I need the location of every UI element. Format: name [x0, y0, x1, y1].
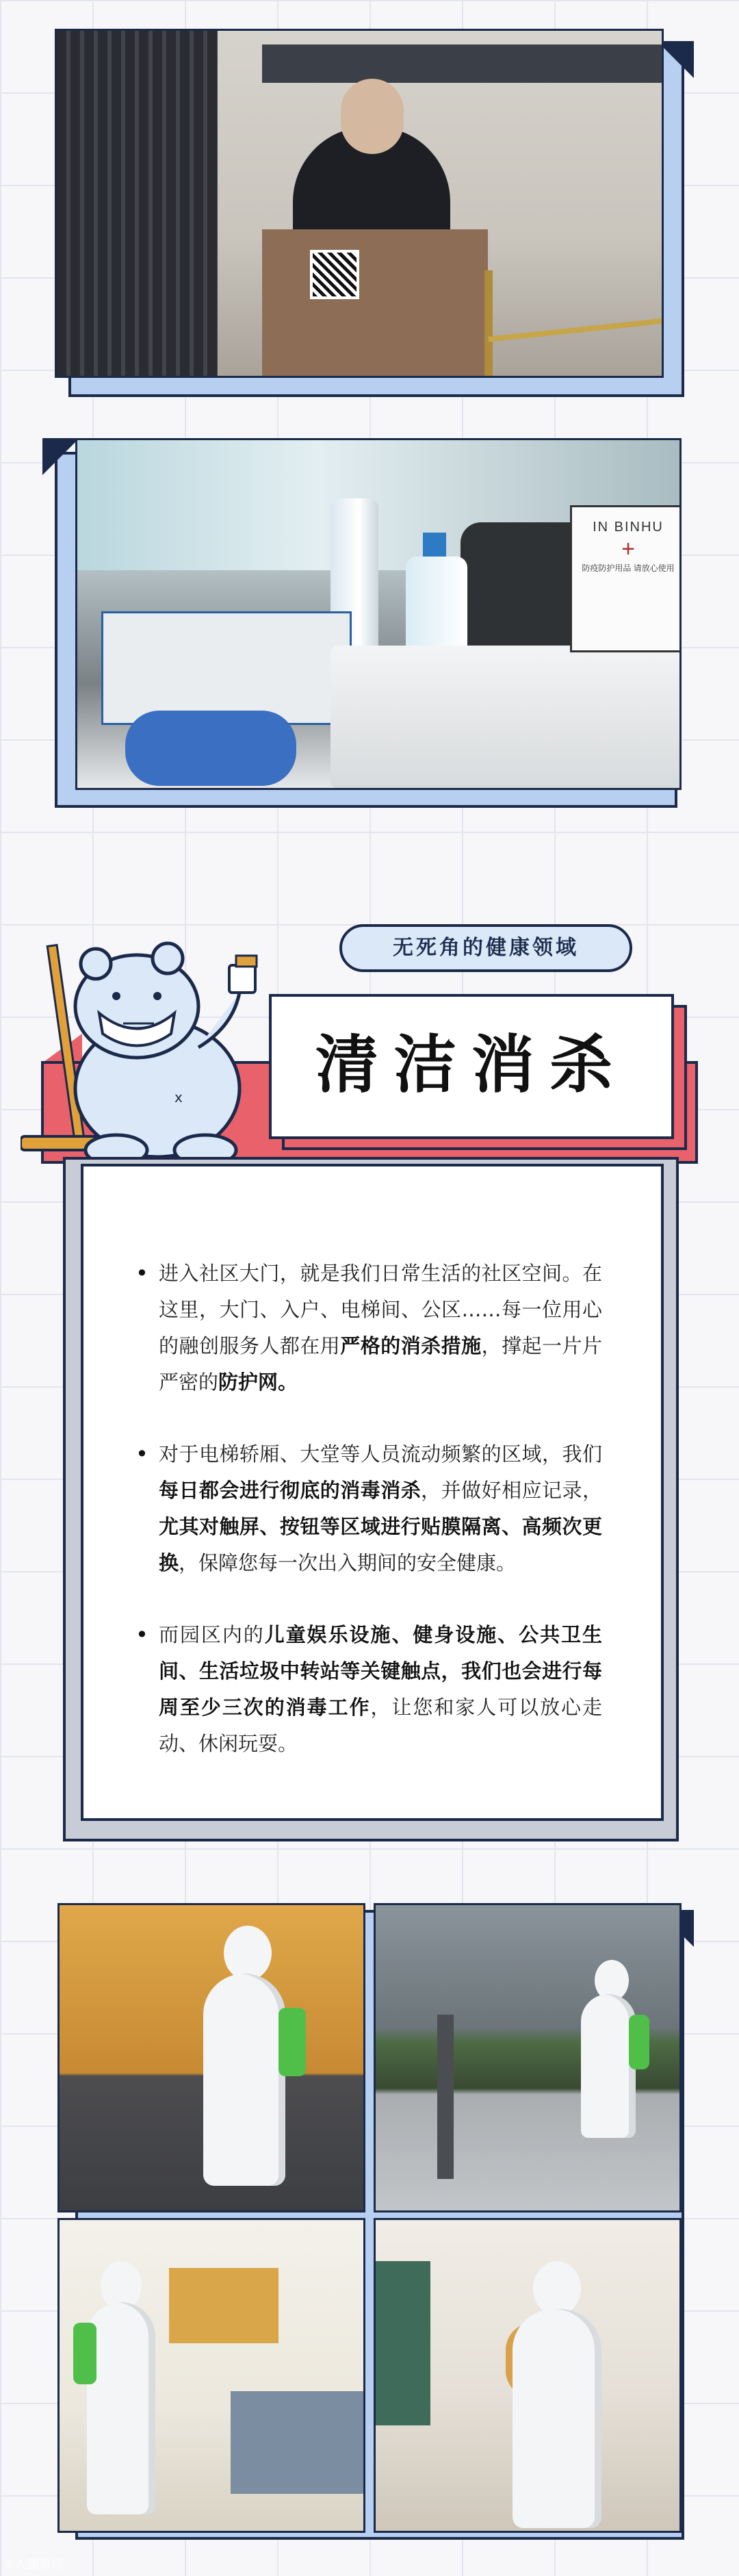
- frame-corner-decoration: [42, 438, 79, 475]
- protective-supplies-photo: [75, 438, 682, 790]
- disinfect-kids-room-photo: [57, 2218, 365, 2533]
- emphasis-text: 防护网。: [218, 1370, 298, 1394]
- card-brand: IN BINHU: [593, 520, 664, 535]
- section-title-box: [269, 994, 674, 1139]
- emphasis-text: 儿童娱乐设施、健身设施、公共卫生间、生活垃圾中转站等关键触点，我们也会进行每周至少三次的消毒工作: [159, 1623, 602, 1719]
- emphasis-text: 尤其对触屏、按钮等区域进行贴膜隔离、高频次更换: [159, 1515, 602, 1574]
- bear-mascot-icon: [21, 931, 281, 1164]
- body-text: 而园区内的: [159, 1623, 265, 1646]
- emphasis-text: 严格的消杀措施: [340, 1334, 482, 1357]
- section-tag: [339, 924, 632, 972]
- disinfect-playground-photo: [57, 1903, 365, 2212]
- body-text: ，并做好相应记录，: [421, 1479, 602, 1502]
- bullet-paragraph: [135, 1436, 602, 1581]
- bullet-paragraph: [135, 1617, 602, 1762]
- body-text: ，保障您每一次出入期间的安全健康。: [179, 1551, 517, 1574]
- section-tag-label: 无死角的健康领域: [393, 936, 579, 960]
- watermark: ©大鹏新闻: [5, 2558, 64, 2571]
- card-text: 防疫防护用品 请放心使用: [582, 563, 675, 573]
- section-title: 清洁消杀: [315, 1028, 627, 1101]
- body-text: ，让您和家人可以放心走动、休闲玩耍。: [159, 1696, 602, 1755]
- disinfect-fitness-area-photo: [374, 1903, 682, 2212]
- body-text: 对于电梯轿厢、大堂等人员流动频繁的区域，我们: [159, 1442, 602, 1466]
- table-sign-card: [570, 505, 682, 652]
- medical-cross-icon: +: [621, 536, 635, 562]
- body-text: 进入社区大门，就是我们日常生活的社区空间。在这里，大门、入户、电梯间、公区……每一位用心的融创服务人都在用: [159, 1262, 602, 1357]
- body-text: ，撑起一片片严密的: [159, 1334, 602, 1394]
- svg-text:x: x: [174, 1089, 183, 1106]
- bullet-paragraph: [135, 1255, 602, 1401]
- disinfect-lounge-photo: [374, 2218, 682, 2533]
- entrance-desk-photo: [55, 29, 664, 378]
- content-card: [81, 1164, 664, 1821]
- emphasis-text: 每日都会进行彻底的消毒消杀: [159, 1479, 422, 1502]
